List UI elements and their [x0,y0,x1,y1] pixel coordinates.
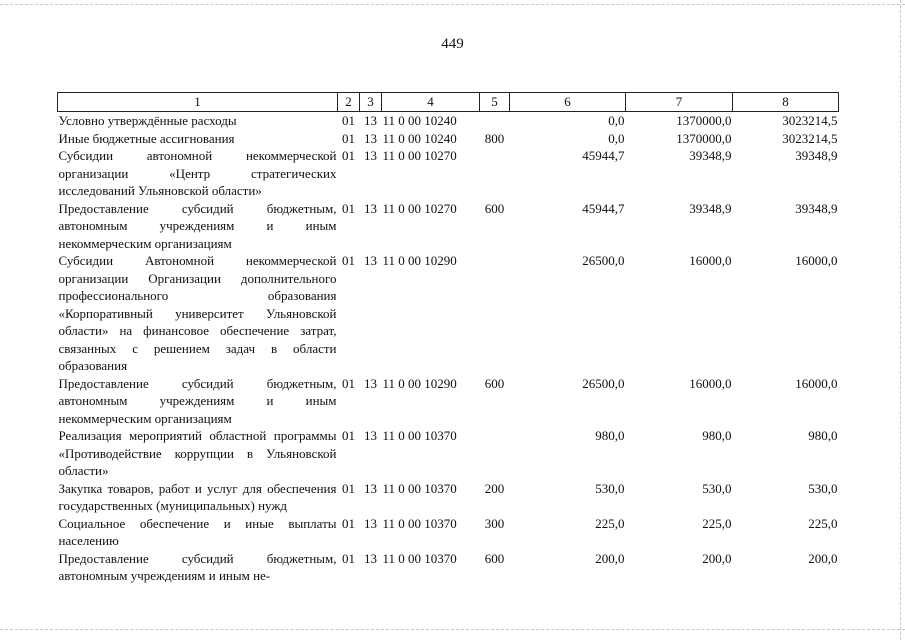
section-code: 01 [342,130,355,146]
amount-col-8: 225,0 [808,515,838,531]
scan-edge-bottom [0,629,905,640]
amount-col-7: 1370000,0 [676,130,732,146]
expense-type-code: 600 [484,550,505,566]
amount-col-8: 16000,0 [795,253,838,268]
target-article-code: 11 0 00 10270 [382,148,457,163]
target-article-code: 11 0 00 10290 [382,375,457,391]
target-article-code: 11 0 00 10240 [382,113,457,128]
expense-name: Предоставление субсидий бюджетным, автономным учреждениям и иным некоммерческим организациям [58,375,337,426]
page-number: 449 [441,36,464,52]
section-code: 01 [342,428,355,443]
expense-type-code: 200 [484,480,505,496]
amount-col-6: 26500,0 [582,375,625,391]
subsection-code: 13 [364,515,377,531]
amount-col-7: 39348,9 [689,148,732,163]
table-row [58,112,839,130]
target-article-code: 11 0 00 10290 [382,253,457,268]
amount-col-7: 530,0 [702,480,732,496]
table-row [58,480,839,515]
table-row [58,252,839,375]
amount-col-8: 980,0 [808,428,838,443]
subsection-code: 13 [364,253,377,268]
expense-type-code [480,252,510,375]
amount-col-8: 530,0 [808,480,838,496]
subsection-code: 13 [364,428,377,443]
column-header: 2 [338,93,360,112]
amount-col-8: 16000,0 [795,375,838,391]
subsection-code: 13 [364,550,377,566]
expense-name: Субсидии Автономной некоммерческой организации Организации дополнительного профессионального образования «Корпоративный университет Ульяновской области» на финансовое обеспечение затрат, связанных с решением задач в области образования [58,253,337,373]
amount-col-7: 200,0 [702,550,732,566]
expense-name: Социальное обеспечение и иные выплаты населению [58,515,337,548]
expense-name: Иные бюджетные ассигнования [58,130,235,146]
expense-name: Предоставление субсидий бюджетным, автономным учреждениям и иным не- [58,550,337,583]
expense-type-code: 600 [484,200,505,216]
target-article-code: 11 0 00 10370 [382,515,457,531]
amount-col-7: 225,0 [702,515,732,531]
amount-col-7: 1370000,0 [676,113,732,128]
amount-col-8: 39348,9 [795,148,838,163]
section-code: 01 [342,515,355,531]
table-row [58,130,839,148]
target-article-code: 11 0 00 10370 [382,550,457,566]
expense-type-code: 300 [484,515,505,531]
subsection-code: 13 [364,113,377,128]
expense-type-code: 800 [484,130,505,146]
amount-col-6: 0,0 [608,130,625,146]
column-header: 4 [382,93,480,112]
table-row [58,515,839,550]
expense-type-code: 600 [484,375,505,391]
amount-col-8: 39348,9 [795,200,838,216]
header-row [58,93,839,112]
amount-col-8: 3023214,5 [782,113,838,128]
expense-name: Реализация мероприятий областной программы «Противодействие коррупции в Ульяновской области» [58,428,337,478]
column-header: 1 [58,93,338,112]
amount-col-6: 225,0 [595,515,625,531]
amount-col-6: 26500,0 [582,253,625,268]
amount-col-6: 200,0 [595,550,625,566]
target-article-code: 11 0 00 10370 [382,428,457,443]
amount-col-7: 980,0 [702,428,732,443]
amount-col-8: 3023214,5 [782,130,838,146]
amount-col-8: 200,0 [808,550,838,566]
subsection-code: 13 [364,148,377,163]
column-header: 5 [480,93,510,112]
target-article-code: 11 0 00 10370 [382,480,457,496]
scan-edge-right [900,0,905,640]
target-article-code: 11 0 00 10240 [382,130,457,146]
table-row [58,147,839,200]
section-code: 01 [342,375,355,391]
expense-type-code [480,147,510,200]
column-header: 6 [510,93,626,112]
section-code: 01 [342,550,355,566]
amount-col-6: 0,0 [608,113,625,128]
expense-name: Закупка товаров, работ и услуг для обеспечения государственных (муниципальных) нужд [58,480,337,513]
table-row [58,427,839,480]
expense-type-code [480,112,510,130]
section-code: 01 [342,480,355,496]
section-code: 01 [342,253,355,268]
amount-col-6: 530,0 [595,480,625,496]
budget-table [57,92,839,585]
expense-name: Предоставление субсидий бюджетным, автономным учреждениям и иным некоммерческим организациям [58,200,337,251]
section-code: 01 [342,113,355,128]
column-header: 8 [733,93,839,112]
table-row [58,200,839,253]
section-code: 01 [342,148,355,163]
column-header: 3 [360,93,382,112]
amount-col-6: 45944,7 [582,148,625,163]
expense-type-code [480,427,510,480]
expense-name: Условно утверждённые расходы [58,113,237,128]
target-article-code: 11 0 00 10270 [382,200,457,216]
scan-edge-top [0,0,905,5]
amount-col-7: 16000,0 [689,375,732,391]
expense-name: Субсидии автономной некоммерческой организации «Центр стратегических исследований Ульяновской области» [58,148,337,198]
table-row [58,375,839,428]
subsection-code: 13 [364,480,377,496]
amount-col-7: 39348,9 [689,200,732,216]
column-header: 7 [626,93,733,112]
amount-col-6: 980,0 [595,428,625,443]
subsection-code: 13 [364,130,377,146]
amount-col-6: 45944,7 [582,200,625,216]
amount-col-7: 16000,0 [689,253,732,268]
table-row [58,550,839,585]
subsection-code: 13 [364,200,377,216]
section-code: 01 [342,200,355,216]
subsection-code: 13 [364,375,377,391]
